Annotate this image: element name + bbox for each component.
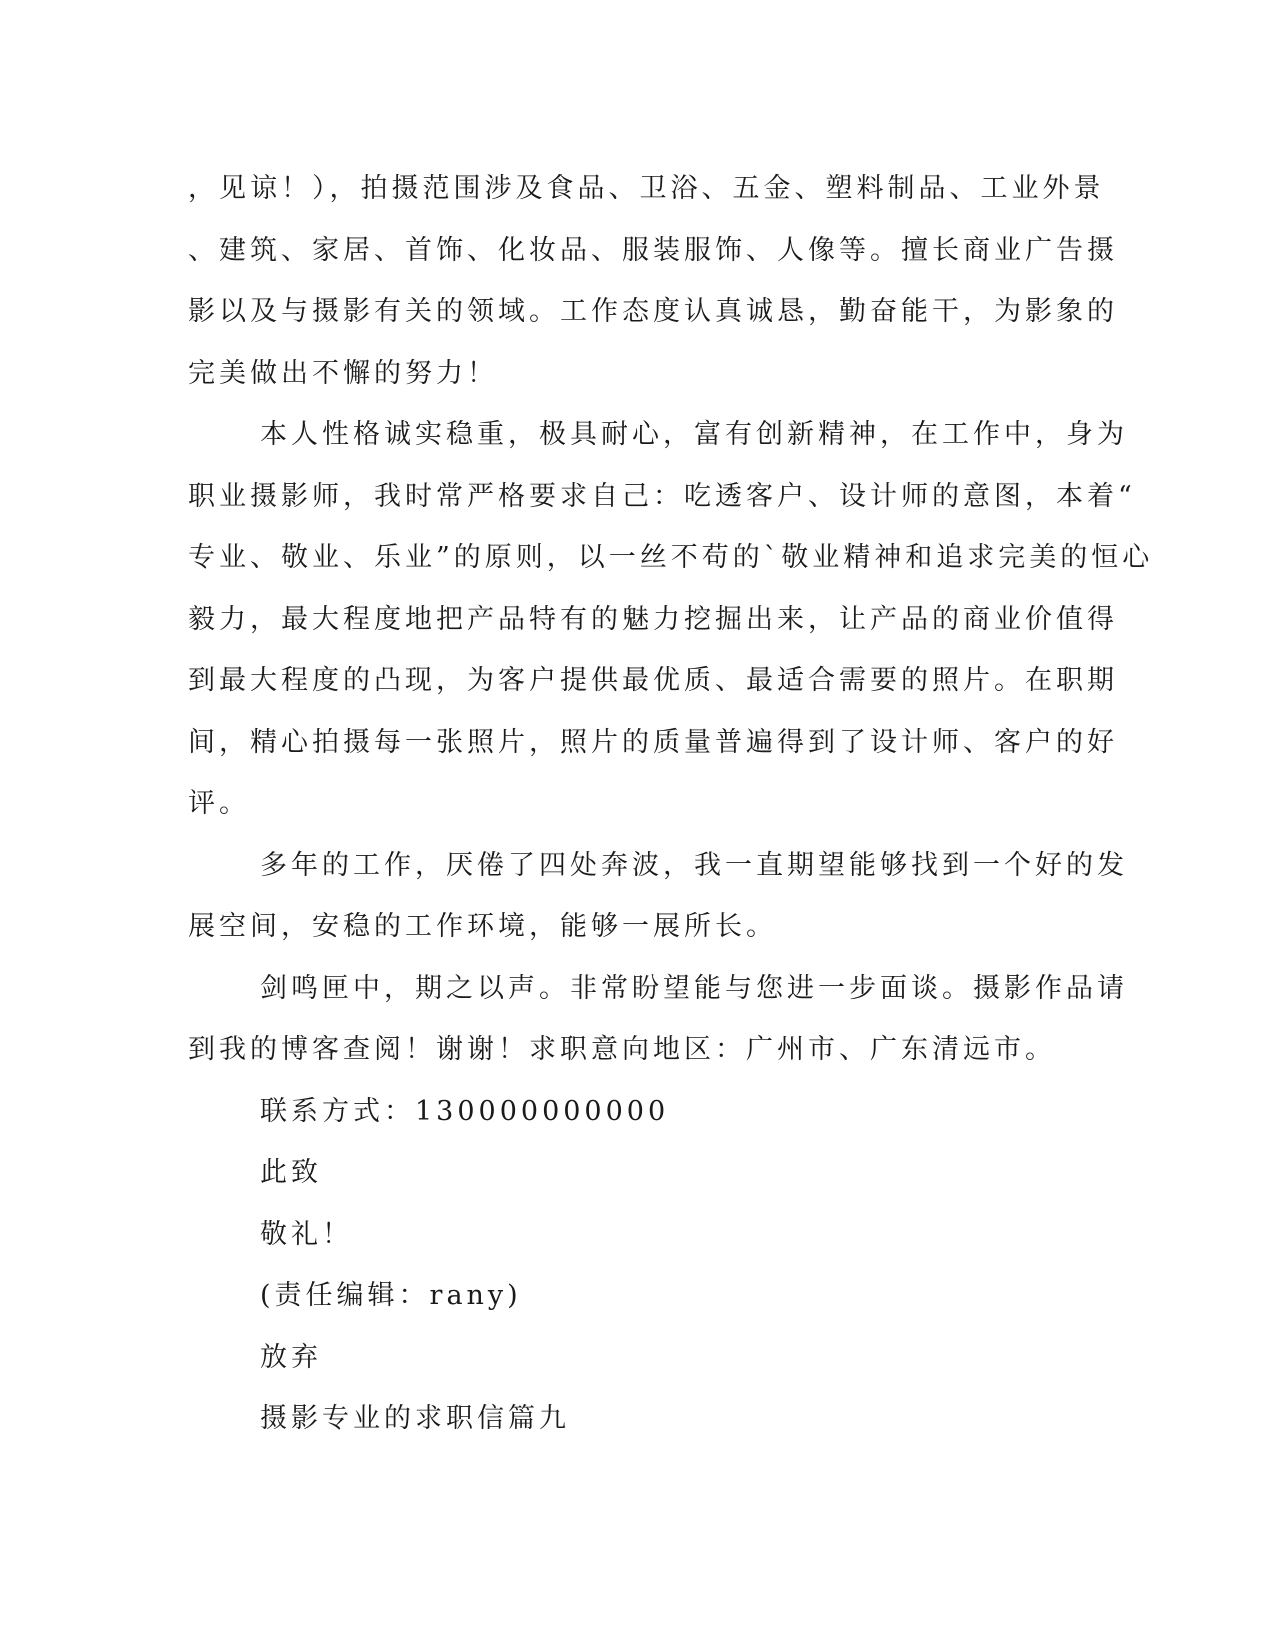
paragraph-3-line-2: 展空间，安稳的工作环境，能够一展所长。 (188, 911, 777, 942)
contact-line: 联系方式：130000000000 (260, 1095, 670, 1127)
paragraph-1-line-4: 完美做出不懈的努力！ (188, 357, 498, 389)
closing-salutation: 此致 (260, 1157, 322, 1188)
letter-body (188, 158, 1154, 1450)
paragraph-2-line-3: 专业、敬业、乐业”的原则，以一丝不苟的`敬业精神和追求完美的恒心 (188, 542, 1154, 573)
paragraph-4-line-1: 剑鸣匣中，期之以声。非常盼望能与您进一步面谈。摄影作品请 (260, 972, 1128, 1004)
abandon-text: 放弃 (260, 1341, 322, 1373)
next-letter-title: 摄影专业的求职信篇九 (260, 1403, 570, 1434)
paragraph-4-line-2: 到我的博客查阅！谢谢！求职意向地区：广州市、广东清远市。 (188, 1034, 1056, 1065)
paragraph-3-line-1: 多年的工作，厌倦了四处奔波，我一直期望能够找到一个好的发 (260, 849, 1128, 881)
paragraph-1-line-1: ，见谅！），拍摄范围涉及食品、卫浴、五金、塑料制品、工业外景 (188, 173, 1105, 204)
paragraph-2-line-7: 评。 (188, 788, 250, 819)
paragraph-2-line-2: 职业摄影师，我时常严格要求自己：吃透客户、设计师的意图，本着“ (188, 480, 1136, 512)
paragraph-1-line-2: 、建筑、家居、首饰、化妆品、服装服饰、人像等。擅长商业广告摄 (188, 234, 1118, 266)
editor-credit: (责任编辑：rany) (260, 1280, 522, 1311)
paragraph-1-line-3: 影以及与摄影有关的领域。工作态度认真诚恳，勤奋能干，为影象的 (188, 296, 1118, 327)
paragraph-2-line-4: 毅力，最大程度地把产品特有的魅力挖掘出来，让产品的商业价值得 (188, 603, 1118, 635)
paragraph-2-line-5: 到最大程度的凸现，为客户提供最优质、最适合需要的照片。在职期 (188, 665, 1118, 696)
paragraph-2-line-1: 本人性格诚实稳重，极具耐心，富有创新精神，在工作中，身为 (260, 419, 1128, 450)
closing-regards: 敬礼！ (260, 1218, 353, 1250)
paragraph-2-line-6: 间，精心拍摄每一张照片，照片的质量普遍得到了设计师、客户的好 (188, 726, 1118, 758)
